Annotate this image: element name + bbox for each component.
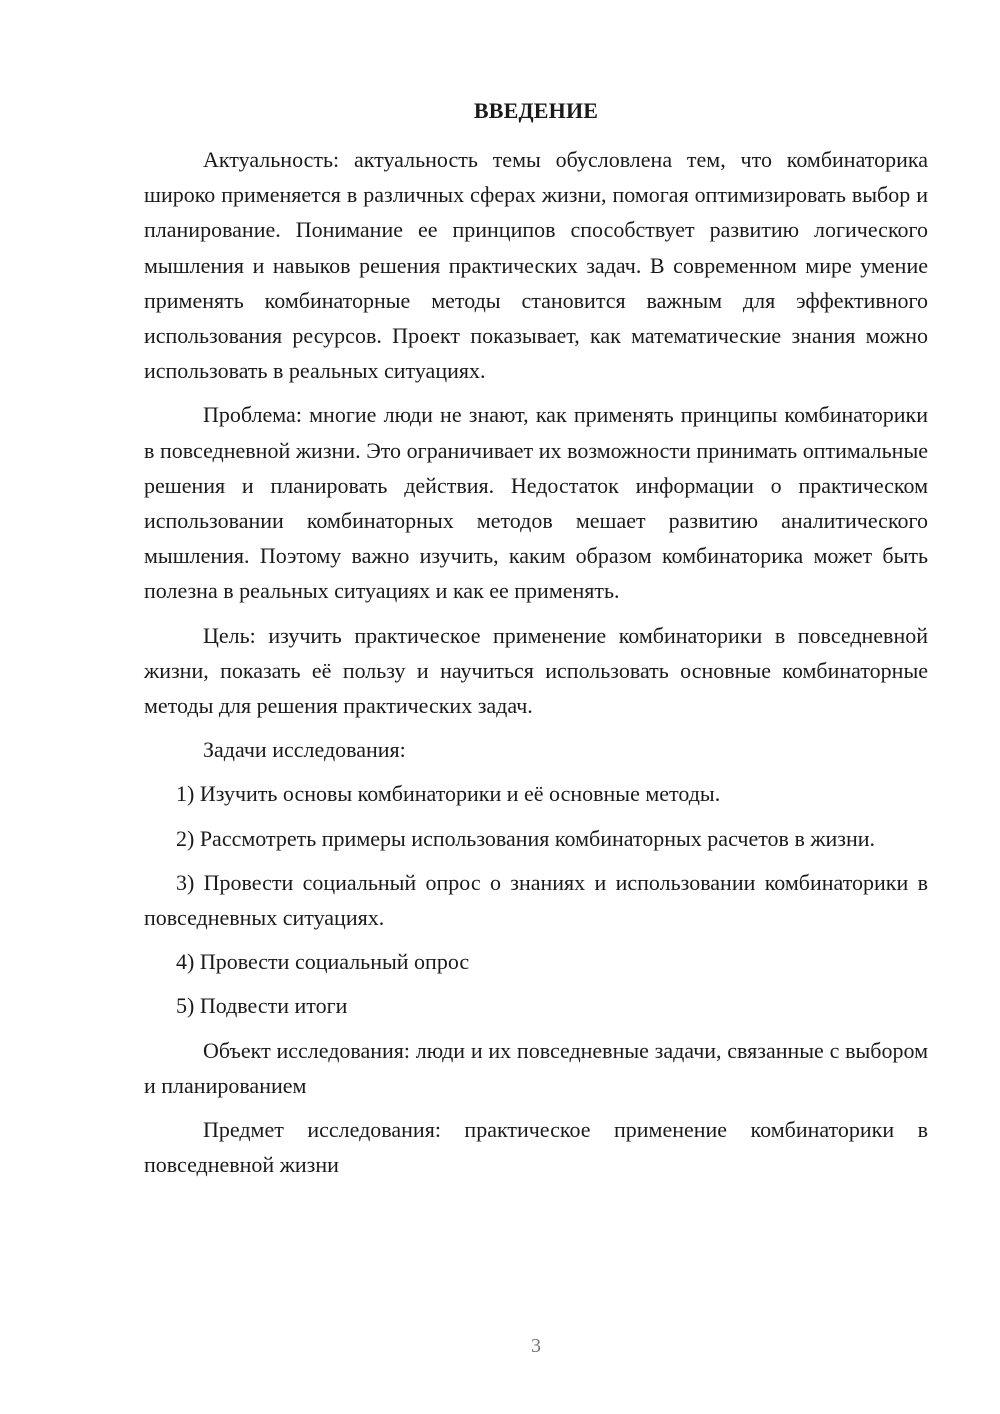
page-number: 3 <box>531 1335 541 1357</box>
object-paragraph: Объект исследования: люди и их повседневные задачи, связанные с выбором и планированием <box>144 1037 928 1098</box>
section-heading: ВВЕДЕНИЕ <box>473 98 599 123</box>
tasks-heading: Задачи исследования: <box>203 737 406 763</box>
task-item: 1) Изучить основы комбинаторики и её основные методы. <box>176 781 721 807</box>
task-item: 3) Провести социальный опрос о знаниях и использовании комбинаторики в повседневных ситуациях. <box>144 869 928 931</box>
relevance-paragraph: Актуальность: актуальность темы обусловлена тем, что комбинаторика широко применяется в различных сферах жизни, помогая оптимизировать выбор и планирование. Понимание ее принципов способствует развитию логического мышления и навыков решения практических задач. В современном мире умение применять комбинаторные методы становится важным для эффективного использования ресурсов. Проект показывает, как математические знания можно использовать в реальных ситуациях. <box>144 147 928 384</box>
document-body <box>144 142 928 1182</box>
task-item: 4) Провести социальный опрос <box>176 949 470 975</box>
subject-paragraph: Предмет исследования: практическое применение комбинаторики в повседневной жизни <box>144 1117 928 1178</box>
goal-paragraph: Цель: изучить практическое применение комбинаторики в повседневной жизни, показать её пользу и научиться использовать основные комбинаторные методы для решения практических задач. <box>144 622 928 719</box>
task-item: 2) Рассмотреть примеры использования комбинаторных расчетов в жизни. <box>176 825 876 851</box>
problem-paragraph: Проблема: многие люди не знают, как применять принципы комбинаторики в повседневной жизни. Это ограничивает их возможности принимать оптимальные решения и планировать действия. Недостаток информации о практическом использовании комбинаторных методов мешает развитию аналитического мышления. Поэтому важно изучить, каким образом комбинаторика может быть полезна в реальных ситуациях и как ее применять. <box>144 402 928 604</box>
task-item: 5) Подвести итоги <box>176 993 348 1019</box>
